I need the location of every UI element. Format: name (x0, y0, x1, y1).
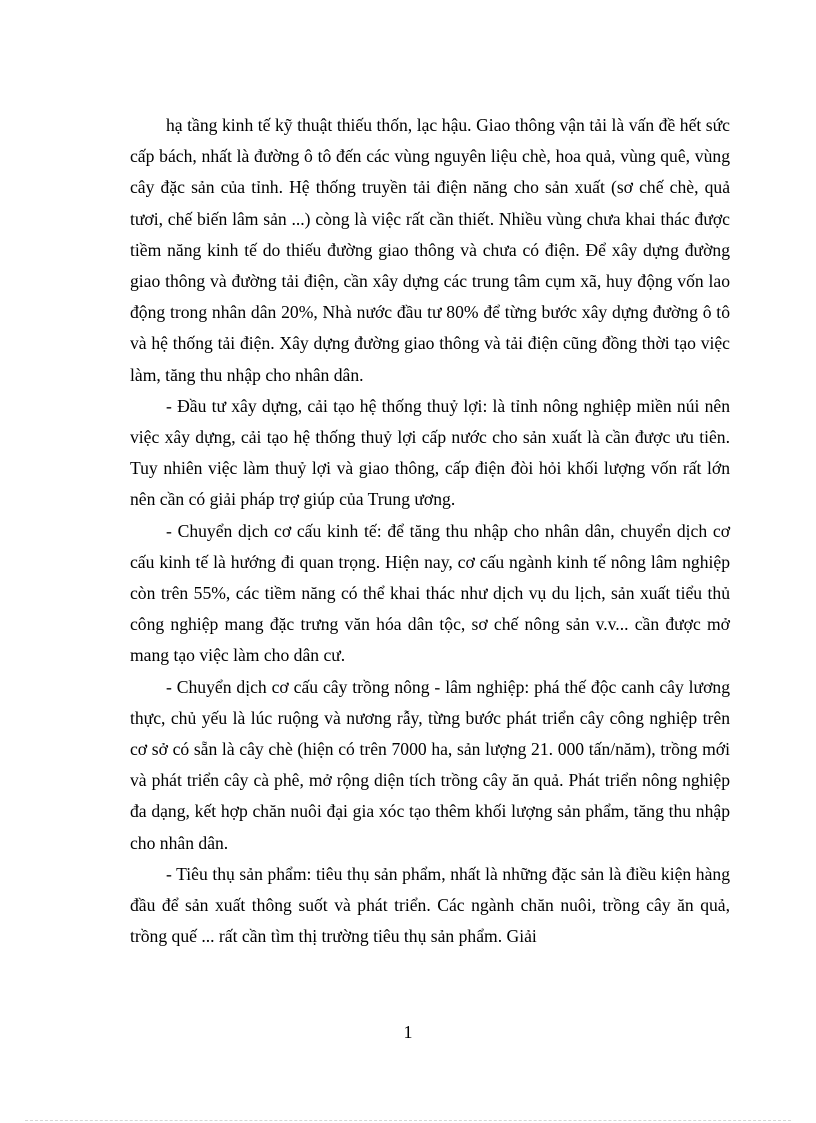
paragraph-infrastructure: hạ tầng kinh tế kỹ thuật thiếu thốn, lạc hậu. Giao thông vận tải là vấn đề hết sức cấp bách, nhất là đường ô tô đến các vùng nguyên liệu chè, hoa quả, vùng quê, vùng cây đặc sản của tỉnh. Hệ thống truyền tải điện năng cho sản xuất (sơ chế chè, quả tươi, chế biến lâm sản ...) còng là việc rất cần thiết. Nhiều vùng chưa khai thác được tiềm năng kinh tế do thiếu đường giao thông và chưa có điện. Để xây dựng đường giao thông và đường tải điện, cần xây dựng các trung tâm cụm xã, huy động vốn lao động trong nhân dân 20%, Nhà nước đầu tư 80% để từng bước xây dựng đường ô tô và hệ thống tải điện. Xây dựng đường giao thông và tải điện cũng đồng thời tạo việc làm, tăng thu nhập cho nhân dân. (130, 115, 730, 385)
paragraph-irrigation: - Đầu tư xây dựng, cải tạo hệ thống thuỷ lợi: là tỉnh nông nghiệp miền núi nên việc xây dựng, cải tạo hệ thống thuỷ lợi cấp nước cho sản xuất là cần được ưu tiên. Tuy nhiên việc làm thuỷ lợi và giao thông, cấp điện đòi hỏi khối lượng vốn rất lớn nên cần có giải pháp trợ giúp của Trung ương. (130, 395, 730, 510)
document-body (130, 110, 730, 952)
paragraph-economic-restructuring: - Chuyển dịch cơ cấu kinh tế: để tăng thu nhập cho nhân dân, chuyển dịch cơ cấu kinh tế là hướng đi quan trọng. Hiện nay, cơ cấu ngành kinh tế nông lâm nghiệp còn trên 55%, các tiềm năng có thể khai thác như dịch vụ du lịch, sản xuất tiểu thủ công nghiệp mang đặc trưng văn hóa dân tộc, sơ chế nông sản v.v... cần được mở mang tạo việc làm cho dân cư. (130, 520, 730, 666)
paragraph-product-consumption: - Tiêu thụ sản phẩm: tiêu thụ sản phẩm, nhất là những đặc sản là điều kiện hàng đầu để sản xuất thông suốt và phát triển. Các ngành chăn nuôi, trồng cây ăn quả, trồng quế ... rất cần tìm thị trường tiêu thụ sản phẩm. Giải (130, 863, 730, 947)
page-bottom-divider (25, 1120, 791, 1121)
page-number: 1 (403, 1022, 413, 1042)
paragraph-crop-restructuring: - Chuyển dịch cơ cấu cây trồng nông - lâm nghiệp: phá thế độc canh cây lương thực, chủ yếu là lúc ruộng và nương rẫy, từng bước phát triển cây công nghiệp trên cơ sở có sẵn là cây chè (hiện có trên 7000 ha, sản lượng 21. 000 tấn/năm), trồng mới và phát triển cây cà phê, mở rộng diện tích trồng cây ăn quả. Phát triển nông nghiệp đa dạng, kết hợp chăn nuôi đại gia xóc tạo thêm khối lượng sản phẩm, tăng thu nhập cho nhân dân. (130, 676, 730, 853)
